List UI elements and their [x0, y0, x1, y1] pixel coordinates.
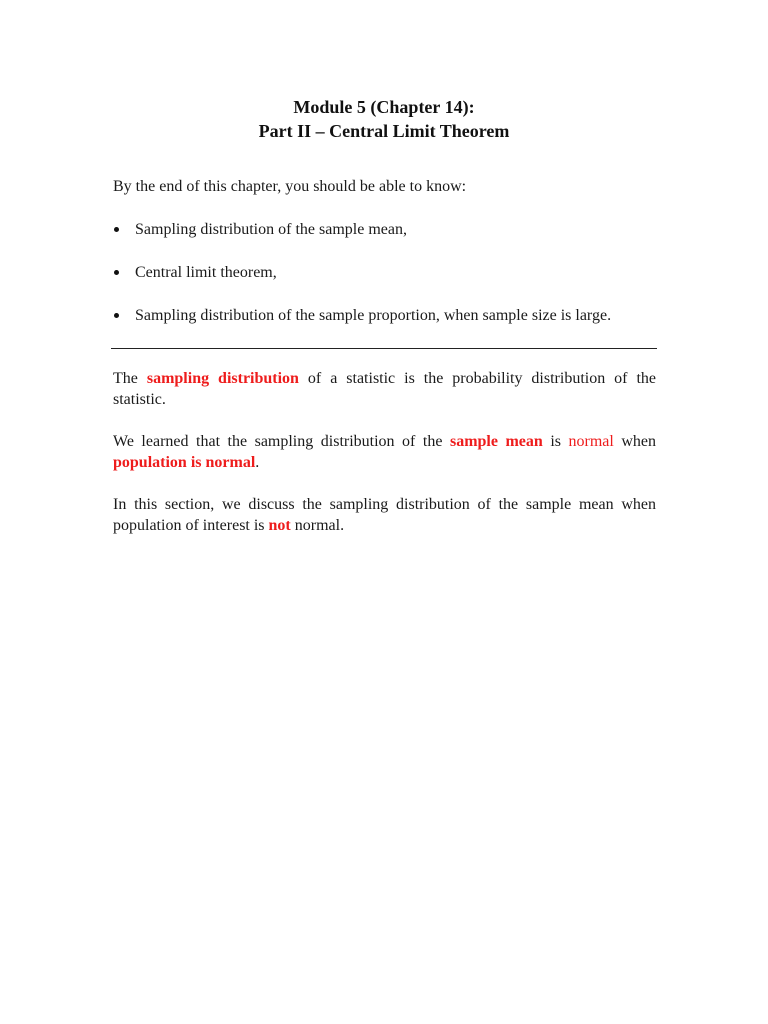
paragraph-section-scope	[113, 494, 656, 536]
list-item	[113, 305, 656, 326]
list-item	[113, 262, 656, 283]
paragraph-text: of a statistic is the probability distribution of the statistic.	[113, 370, 657, 408]
list-item	[113, 219, 656, 240]
learning-objectives-list	[113, 219, 656, 348]
emphasis-text: not	[268, 517, 291, 534]
bullet-icon	[114, 270, 119, 275]
paragraph-text: We learned that the sampling distribution of the	[113, 433, 450, 450]
bullet-icon	[114, 313, 119, 318]
emphasis-text: population is normal	[113, 454, 256, 471]
paragraph-normal-population	[113, 431, 656, 473]
list-item-text: Sampling distribution of the sample proportion, when sample size is large.	[135, 307, 612, 324]
bullet-icon	[114, 227, 119, 232]
emphasis-text: sample mean	[449, 433, 543, 450]
paragraph-text: normal.	[290, 517, 345, 534]
intro-text: By the end of this chapter, you should be able to know:	[113, 178, 467, 195]
paragraph-text: In this section, we discuss the sampling distribution of the sample mean when population of interest is	[113, 496, 656, 534]
paragraph-text: .	[255, 454, 260, 471]
emphasis-text: sampling distribution	[146, 370, 299, 387]
paragraph-text: The	[113, 370, 147, 387]
list-item-text: Sampling distribution of the sample mean,	[135, 221, 407, 238]
paragraph-text: when	[613, 433, 657, 450]
page-title-line-2: Part II – Central Limit Theorem	[258, 121, 510, 141]
emphasis-text: normal	[568, 433, 614, 450]
horizontal-divider	[111, 348, 657, 349]
paragraph-sampling-distribution-definition	[113, 368, 656, 410]
paragraph-text: is	[542, 433, 569, 450]
page-title-line-1: Module 5 (Chapter 14):	[293, 97, 475, 117]
list-item-text: Central limit theorem,	[135, 264, 277, 281]
